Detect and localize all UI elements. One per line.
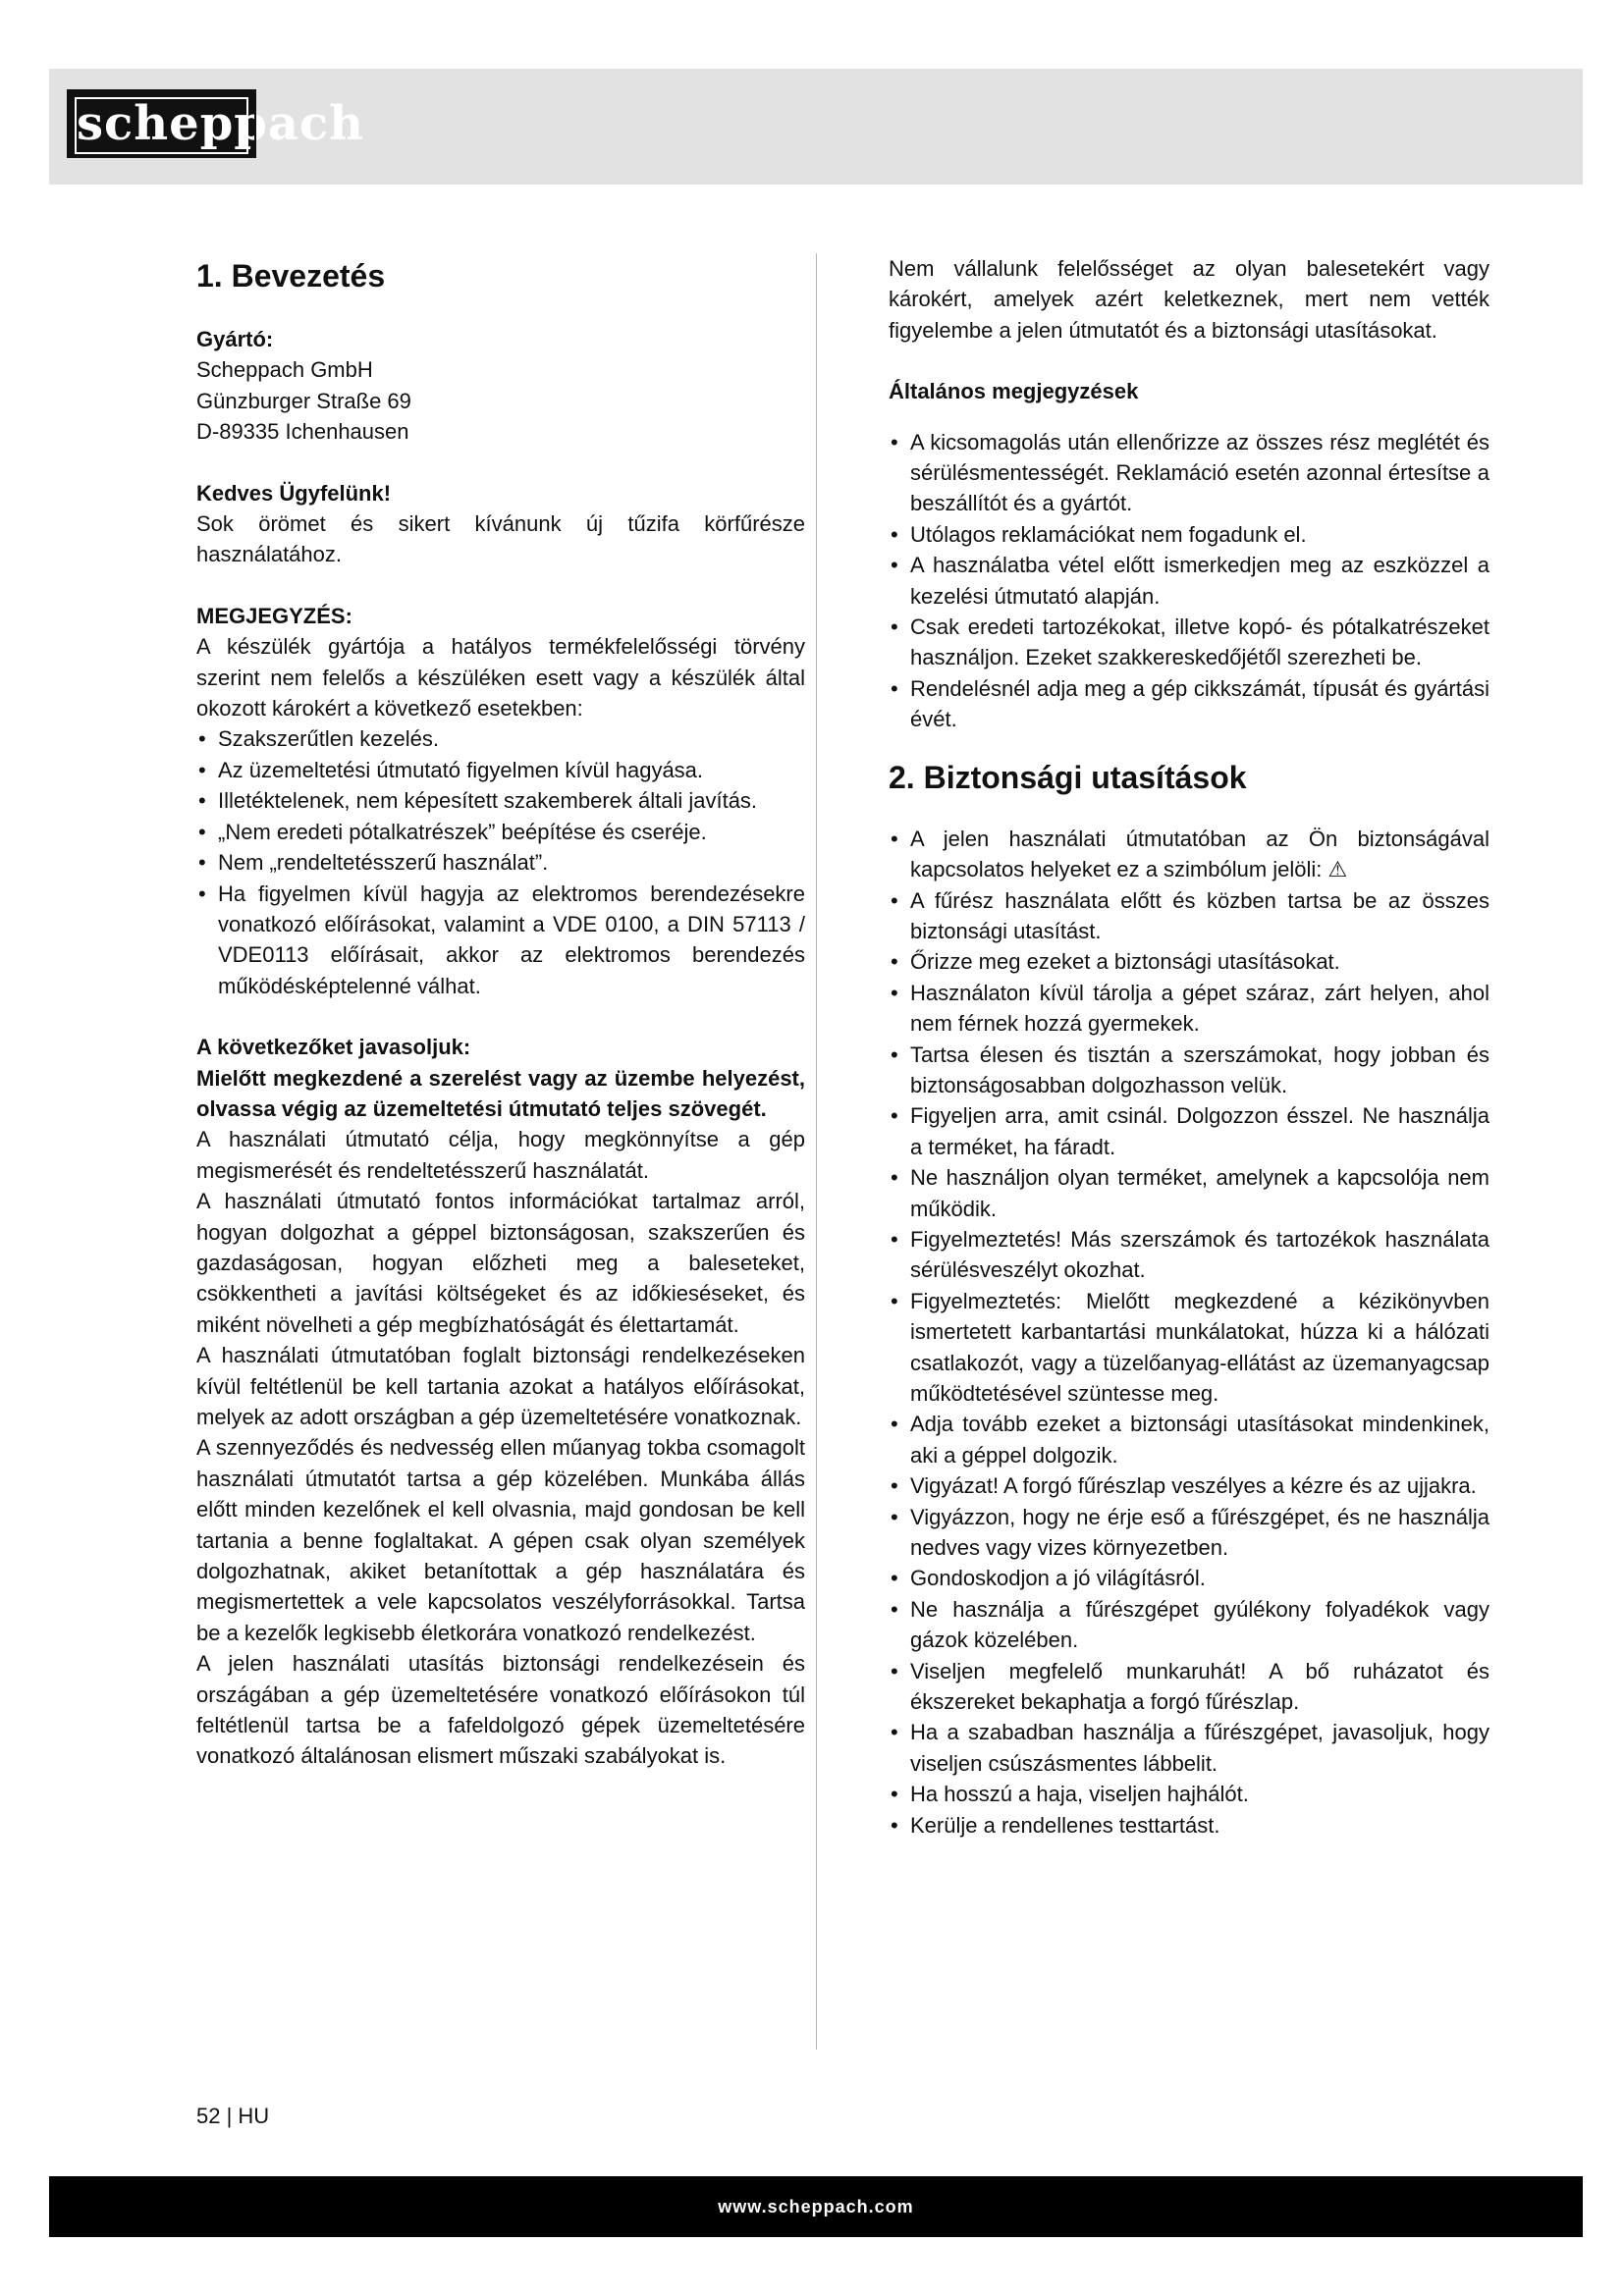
general-notes-list: [889, 427, 1489, 735]
greeting-text: Sok örömet és sikert kívánunk új tűzifa körfűrésze használatához.: [196, 511, 805, 567]
left-column: [196, 253, 805, 1772]
list-item: • A használatba vétel előtt ismerkedjen meg az eszközzel a kezelési útmutató alapján.: [889, 550, 1489, 612]
paragraph: A jelen használati utasítás biztonsági rendelkezésein és országában a gép üzemeltetésére vonatkozó előírásokon túl feltétlenül tartsa be a fafeldolgozó gépek üzemeltetésére vonatkozó általánosan elismert műszaki szabályokat is.: [196, 1651, 805, 1769]
section-heading-introduction: 1. Bevezetés: [196, 258, 386, 294]
list-item: • Nem „rendeltetésszerű használat”.: [196, 847, 805, 878]
address-line: D-89335 Ichenhausen: [196, 419, 409, 445]
page-number: 52 | HU: [196, 2104, 270, 2128]
list-item: • Őrizze meg ezeket a biztonsági utasításokat.: [889, 946, 1489, 977]
list-item: • Figyelmeztetés! Más szerszámok és tartozékok használata sérülésveszélyt okozhat.: [889, 1224, 1489, 1286]
manufacturer-label: Gyártó:: [196, 327, 274, 351]
paragraph: A használati útmutatóban foglalt biztonsági rendelkezéseken kívül feltétlenül be kell tartania azokat a hatályos előírásokat, melyek az adott országban a gép üzemeltetésére vonatkoznak.: [196, 1343, 805, 1429]
general-notes-title: Általános megjegyzések: [889, 379, 1139, 404]
list-item: • Ha figyelmen kívül hagyja az elektromos berendezésekre vonatkozó előírásokat, valamint a VDE 0100, a DIN 57113 / VDE0113 előírásait, akkor az elektromos berendezés működésképtelenné válhat.: [196, 879, 805, 1002]
list-item: • Ha a szabadban használja a fűrészgépet, javasoljuk, hogy viseljen csúszásmentes lábbelit.: [889, 1717, 1489, 1779]
address-line: Günzburger Straße 69: [196, 388, 411, 413]
paragraph: A használati útmutató fontos információkat tartalmaz arról, hogyan dolgozhat a géppel biztonságosan, szakszerűen és gazdaságosan, hogyan előzheti meg a baleseteket, csökkentheti a javítási költségeket és az időkieséseket, és miként növelheti a gép megbízhatóságát és élettartamát.: [196, 1189, 805, 1337]
list-item: • A fűrész használata előtt és közben tartsa be az összes biztonsági utasítást.: [889, 885, 1489, 947]
list-item: • „Nem eredeti pótalkatrészek” beépítése és cseréje.: [196, 817, 805, 847]
recommend-title: A következőket javasoljuk:: [196, 1035, 471, 1060]
list-item: • Figyeljen arra, amit csinál. Dolgozzon ésszel. Ne használja a terméket, ha fáradt.: [889, 1100, 1489, 1162]
list-item: • Adja tovább ezeket a biztonsági utasításokat mindenkinek, aki a géppel dolgozik.: [889, 1409, 1489, 1470]
footer-bar: [49, 2176, 1583, 2237]
list-item: • Vigyázat! A forgó fűrészlap veszélyes a kézre és az ujjakra.: [889, 1470, 1489, 1501]
note-text: A készülék gyártója a hatályos termékfelelősségi törvény szerint nem felelős a készüléken esett vagy a készülék által okozott károkért a következő esetekben:: [196, 634, 805, 721]
greeting-title: Kedves Ügyfelünk!: [196, 480, 392, 506]
list-item: • Utólagos reklamációkat nem fogadunk el.: [889, 519, 1489, 550]
list-item: • Kerülje a rendellenes testtartást.: [889, 1810, 1489, 1841]
list-item: • Ne használja a fűrészgépet gyúlékony folyadékok vagy gázok közelében.: [889, 1594, 1489, 1656]
list-item: • Használaton kívül tárolja a gépet száraz, zárt helyen, ahol nem férnek hozzá gyermekek.: [889, 978, 1489, 1040]
section-heading-safety: 2. Biztonsági utasítások: [889, 759, 1247, 795]
recommend-bold-text: Mielőtt megkezdené a szerelést vagy az üzembe helyezést, olvassa végig az üzemeltetési útmutató teljes szövegét.: [196, 1065, 805, 1121]
note-title: MEGJEGYZÉS:: [196, 603, 352, 628]
scheppach-logo: scheppach: [69, 91, 254, 156]
list-item: • Viseljen megfelelő munkaruhát! A bő ruházatot és ékszereket bekaphatja a forgó fűrészlap.: [889, 1656, 1489, 1718]
note-list: [196, 723, 805, 1001]
list-item: • Gondoskodjon a jó világításról.: [889, 1563, 1489, 1593]
list-item: • Az üzemeltetési útmutató figyelmen kívül hagyása.: [196, 755, 805, 785]
right-column: [889, 253, 1489, 1841]
column-divider: [816, 253, 817, 2050]
list-item: • Figyelmeztetés: Mielőtt megkezdené a kézikönyvben ismertetett karbantartási munkálatokat, húzza ki a hálózati csatlakozót, vagy a tüzelőanyag-ellátást az üzemanyagcsap működtetésével szüntesse meg.: [889, 1286, 1489, 1410]
paragraph: A szennyeződés és nedvesség ellen műanyag tokba csomagolt használati útmutatót tartsa a gép közelében. Munkába állás előtt minden kezelőnek el kell olvasnia, majd gondosan be kell tartania a benne foglaltakat. A gépen csak olyan személyek dolgozhatnak, akiket betanítottak a gép használatára és megismertettek a vele kapcsolatos veszélyforrásokkal. Tartsa be a kezelők legkisebb életkorára vonatkozó rendelkezést.: [196, 1435, 805, 1645]
list-item: • Rendelésnél adja meg a gép cikkszámát, típusát és gyártási évét.: [889, 673, 1489, 735]
list-item: • Csak eredeti tartozékokat, illetve kopó- és pótalkatrészeket használjon. Ezeket szakkereskedőjétől szerezheti be.: [889, 612, 1489, 673]
list-item: • Vigyázzon, hogy ne érje eső a fűrészgépet, és ne használja nedves vagy vizes környezetben.: [889, 1502, 1489, 1564]
list-item: • Tartsa élesen és tisztán a szerszámokat, hogy jobban és biztonságosabban dolgozhasson velük.: [889, 1040, 1489, 1101]
list-item: • Ne használjon olyan terméket, amelynek a kapcsolója nem működik.: [889, 1162, 1489, 1224]
website-link[interactable]: www.scheppach.com: [718, 2197, 914, 2216]
address-line: Scheppach GmbH: [196, 357, 373, 383]
list-item: • Szakszerűtlen kezelés.: [196, 723, 805, 754]
safety-list: [889, 824, 1489, 1841]
list-item: • Ha hosszú a haja, viseljen hajhálót.: [889, 1779, 1489, 1809]
list-item: • Illetéktelenek, nem képesített szakemberek általi javítás.: [196, 785, 805, 816]
liability-text: Nem vállalunk felelősséget az olyan balesetekért vagy károkért, amelyek azért keletkeznek, mert nem vették figyelembe a jelen útmutatót és a biztonsági utasításokat.: [889, 256, 1489, 343]
list-item: • A kicsomagolás után ellenőrizze az összes rész meglétét és sérülésmentességét. Reklamáció esetén azonnal értesítse a beszállítót és a gyártót.: [889, 427, 1489, 519]
list-item: • A jelen használati útmutatóban az Ön biztonságával kapcsolatos helyeket ez a szimbólum jelöli: ⚠: [889, 824, 1489, 885]
paragraph: A használati útmutató célja, hogy megkönnyítse a gép megismerését és rendeltetésszerű használatát.: [196, 1127, 805, 1183]
